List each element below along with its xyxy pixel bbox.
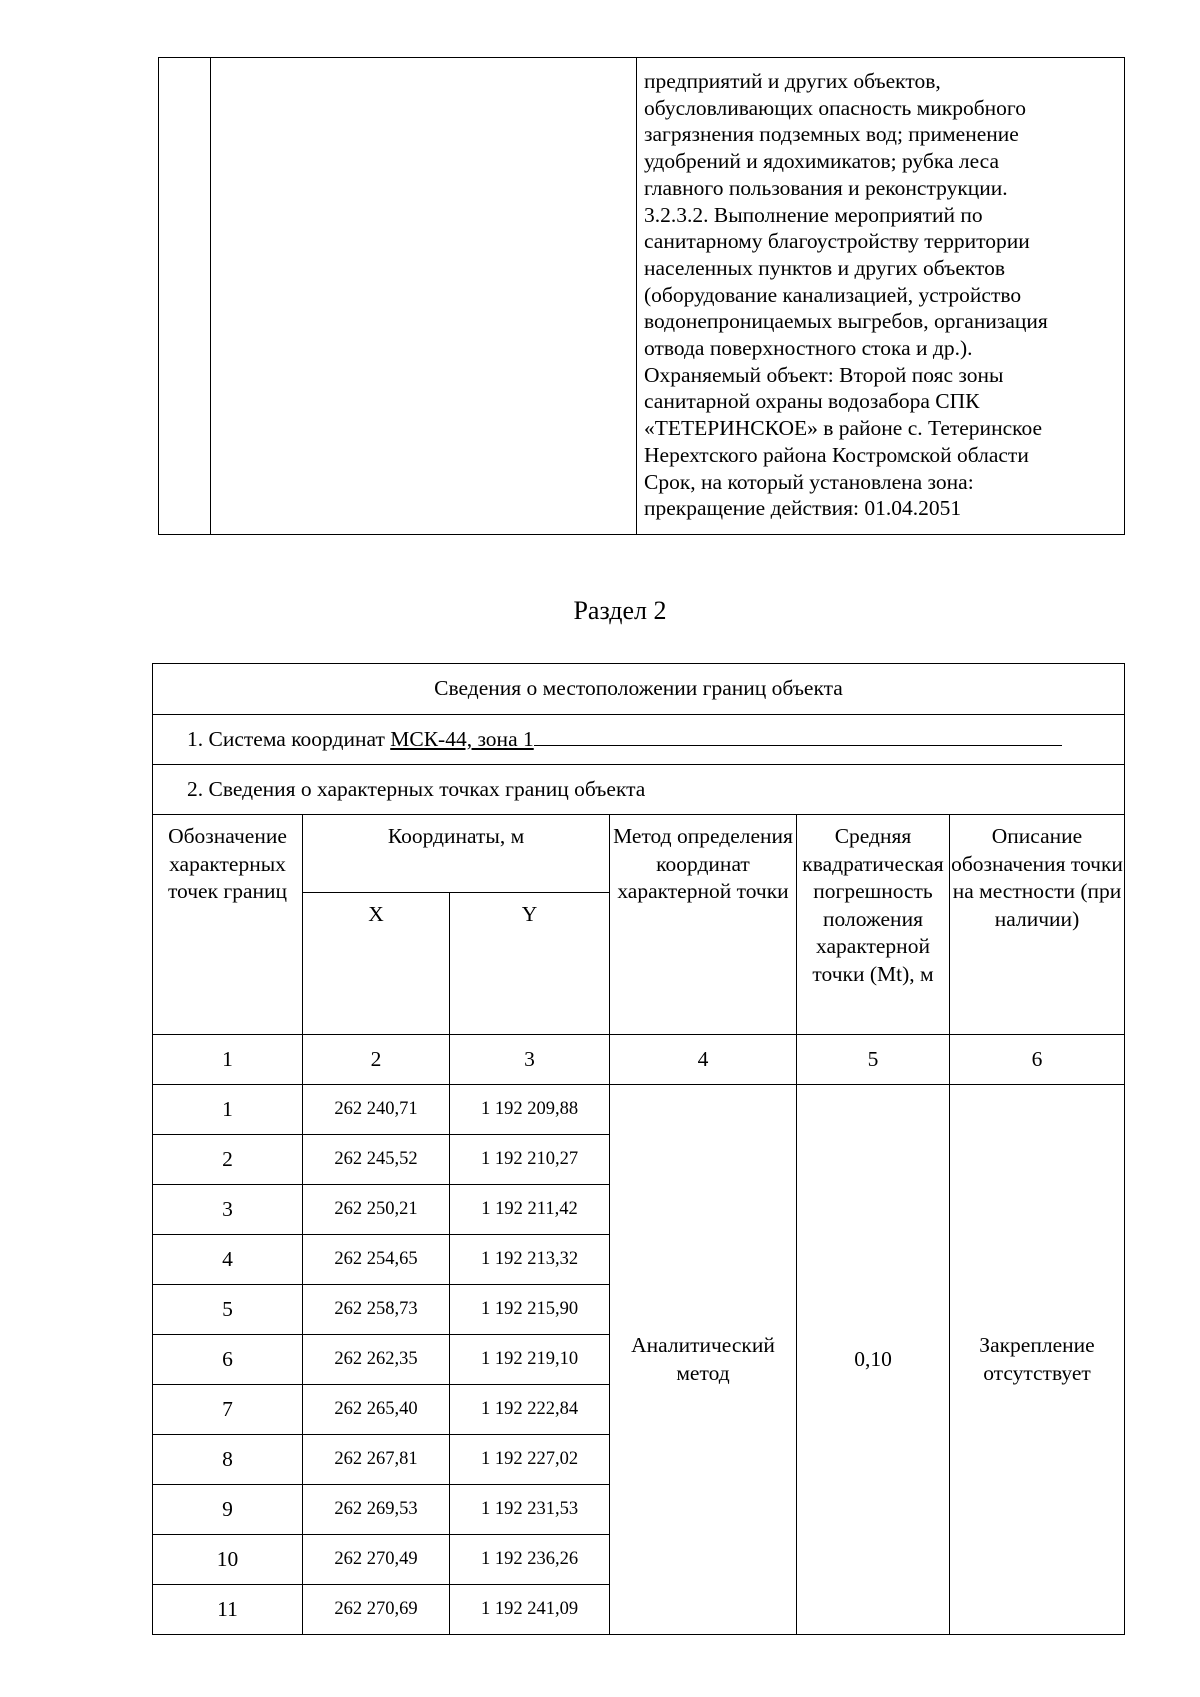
column-number-5: 5 [797, 1035, 950, 1085]
table-row [153, 1085, 1125, 1135]
coordinate-x: 262 250,21 [303, 1185, 450, 1235]
coordinate-x: 262 267,81 [303, 1435, 450, 1485]
coordinate-y: 1 192 241,09 [450, 1585, 610, 1635]
header-point-designation: Обозначение характерных точек границ [153, 815, 303, 1035]
point-number: 1 [153, 1085, 303, 1135]
point-number: 7 [153, 1385, 303, 1435]
restrictions-text-line: санитарной охраны водозабора СПК [644, 389, 980, 414]
restrictions-text-line: 3.2.3.2. Выполнение мероприятий по [644, 202, 983, 227]
header-x: X [303, 893, 450, 1035]
header-accuracy: Средняя квадратическая погрешность положения характерной точки (Mt), м [797, 815, 950, 1035]
column-number-4: 4 [610, 1035, 797, 1085]
coordinate-y: 1 192 213,32 [450, 1235, 610, 1285]
coordinate-system-row [153, 715, 1125, 765]
coordinate-x: 262 262,35 [303, 1335, 450, 1385]
coordinate-y: 1 192 211,42 [450, 1185, 610, 1235]
header-coordinates: Координаты, м [303, 815, 610, 893]
restrictions-text-line: «ТЕТЕРИНСКОЕ» в районе с. Тетеринское [644, 416, 1043, 441]
coordinate-y: 1 192 227,02 [450, 1435, 610, 1485]
coordinate-x: 262 254,65 [303, 1235, 450, 1285]
column-number-2: 2 [303, 1035, 450, 1085]
restrictions-text-line: санитарному благоустройству территории [644, 229, 1030, 254]
restrictions-text-line: удобрений и ядохимикатов; рубка леса [644, 149, 1000, 174]
point-number: 5 [153, 1285, 303, 1335]
coordinate-y: 1 192 236,26 [450, 1535, 610, 1585]
point-number: 11 [153, 1585, 303, 1635]
coordinate-x: 262 265,40 [303, 1385, 450, 1435]
restrictions-text-line: населенных пунктов и других объектов [644, 255, 1006, 280]
continuation-cell-name [211, 58, 637, 535]
column-number-3: 3 [450, 1035, 610, 1085]
section-title: Раздел 2 [573, 596, 667, 625]
continuation-cell-description [637, 58, 1125, 535]
point-number: 3 [153, 1185, 303, 1235]
continuation-table [158, 57, 1125, 535]
column-number-6: 6 [950, 1035, 1125, 1085]
method-value: Аналитический метод [610, 1085, 797, 1635]
underline-filler [534, 728, 1062, 746]
restrictions-text-line: главного пользования и реконструкции. [644, 175, 1008, 200]
accuracy-value: 0,10 [797, 1085, 950, 1635]
coordinate-x: 262 245,52 [303, 1135, 450, 1185]
column-number-1: 1 [153, 1035, 303, 1085]
restrictions-text-line: загрязнения подземных вод; применение [644, 122, 1019, 147]
coordinate-x: 262 270,49 [303, 1535, 450, 1585]
points-heading: 2. Сведения о характерных точках границ объекта [153, 765, 1125, 815]
header-method: Метод определения координат характерной точки [610, 815, 797, 1035]
coordinate-system-label: 1. Система координат [187, 726, 391, 751]
coordinate-y: 1 192 222,84 [450, 1385, 610, 1435]
point-number: 4 [153, 1235, 303, 1285]
table-title: Сведения о местоположении границ объекта [153, 664, 1125, 715]
restrictions-text-line: Охраняемый объект: Второй пояс зоны [644, 362, 1004, 387]
boundary-points-table [152, 663, 1125, 1635]
description-value: Закрепление отсутствует [950, 1085, 1125, 1635]
point-number: 8 [153, 1435, 303, 1485]
coordinate-y: 1 192 209,88 [450, 1085, 610, 1135]
coordinate-x: 262 269,53 [303, 1485, 450, 1535]
coordinate-x: 262 240,71 [303, 1085, 450, 1135]
coordinate-system-value: МСК-44, зона 1 [390, 726, 534, 751]
restrictions-text-line: (оборудование канализацией, устройство [644, 282, 1022, 307]
point-number: 10 [153, 1535, 303, 1585]
point-number: 2 [153, 1135, 303, 1185]
header-y: Y [450, 893, 610, 1035]
point-number: 9 [153, 1485, 303, 1535]
restrictions-text [637, 58, 1124, 522]
header-description: Описание обозначения точки на местности (при наличии) [950, 815, 1125, 1035]
coordinate-x: 262 258,73 [303, 1285, 450, 1335]
coordinate-x: 262 270,69 [303, 1585, 450, 1635]
restrictions-text-line: прекращение действия: 01.04.2051 [644, 496, 962, 521]
restrictions-text-line: предприятий и других объектов, [644, 69, 941, 93]
restrictions-text-line: отвода поверхностного стока и др.). [644, 336, 973, 361]
restrictions-text-line: Нерехтского района Костромской области [644, 442, 1029, 467]
restrictions-text-line: Срок, на который установлена зона: [644, 469, 974, 494]
coordinate-y: 1 192 231,53 [450, 1485, 610, 1535]
coordinate-y: 1 192 210,27 [450, 1135, 610, 1185]
coordinate-y: 1 192 215,90 [450, 1285, 610, 1335]
continuation-cell-number [159, 58, 211, 535]
coordinate-y: 1 192 219,10 [450, 1335, 610, 1385]
point-number: 6 [153, 1335, 303, 1385]
restrictions-text-line: водонепроницаемых выгребов, организация [644, 309, 1048, 334]
restrictions-text-line: обусловливающих опасность микробного [644, 95, 1026, 120]
